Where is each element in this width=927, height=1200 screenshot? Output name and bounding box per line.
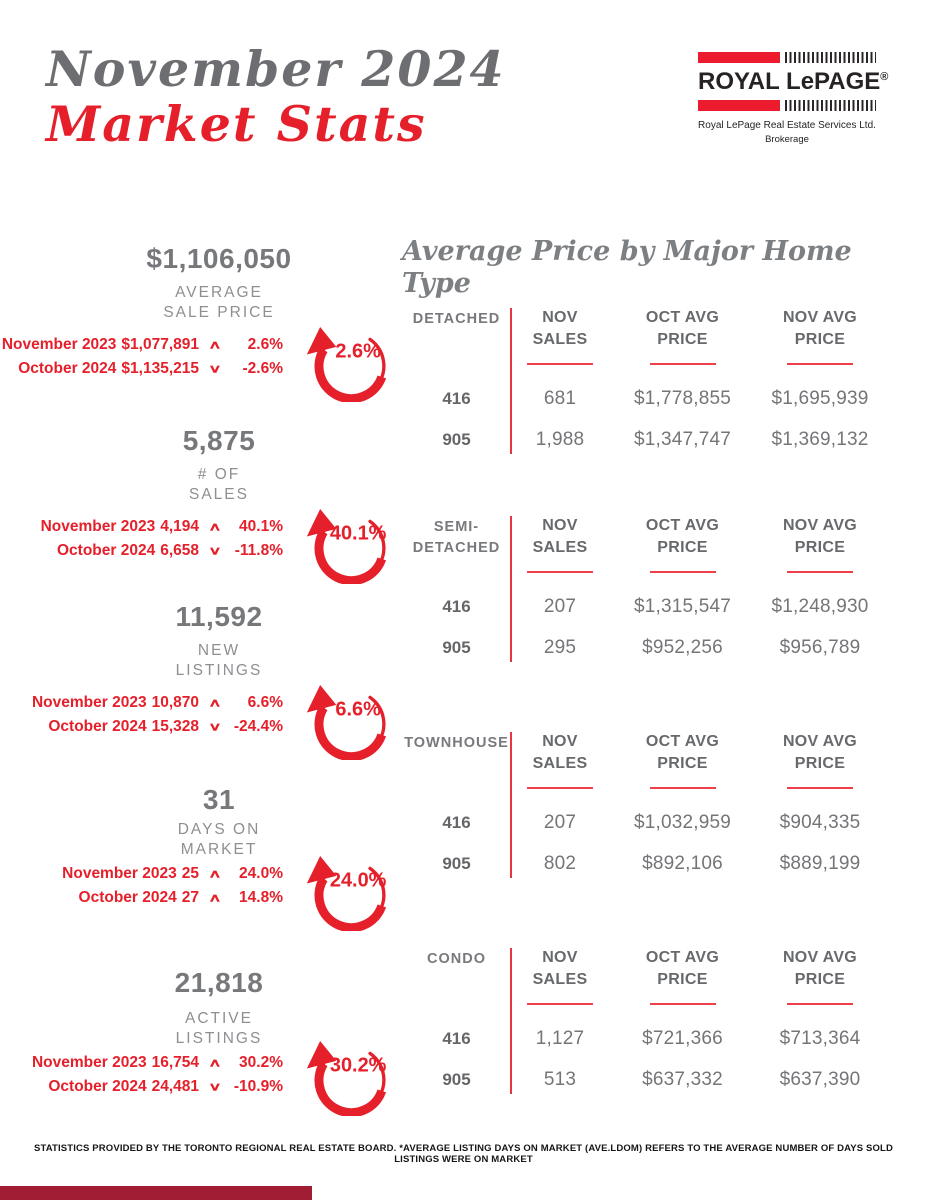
nov-sales-value: 681 <box>543 387 577 409</box>
nov-sales-value: 1,127 <box>535 1027 585 1049</box>
up-caret-icon: ∧ <box>208 890 222 905</box>
oct-avg-price-value: $1,347,747 <box>633 428 732 450</box>
stat-head <box>74 242 364 323</box>
oct-avg-price-value: $1,778,855 <box>633 387 732 409</box>
stat-value: $1,106,050 <box>146 243 292 274</box>
trend-arrow-badge <box>304 855 399 931</box>
stat-head <box>74 966 364 1049</box>
column-header-nov-avg-price: NOV AVG PRICE <box>755 304 885 378</box>
change-percent: 14.8% <box>239 889 283 906</box>
home-type-label: CONDO <box>427 951 486 967</box>
stat-label-line1: # OF <box>197 466 241 483</box>
nov-avg-price-value: $637,390 <box>779 1068 861 1090</box>
period-value: $1,077,891 <box>121 336 199 353</box>
area-code-label: 416 <box>442 812 471 832</box>
area-code-label: 905 <box>442 637 471 657</box>
curved-up-arrow-icon <box>304 684 399 760</box>
price-table-condo <box>403 944 895 1100</box>
stat-block-days-on-market <box>18 783 410 909</box>
period-label: November 2023 <box>1 336 117 353</box>
stat-head <box>74 424 364 505</box>
stat-value: 11,592 <box>175 601 263 632</box>
stat-label-line2: SALES <box>189 486 249 503</box>
logo-red-bar <box>698 100 780 111</box>
nov-avg-price-value: $1,248,930 <box>771 595 869 617</box>
down-caret-icon: ∨ <box>208 543 222 558</box>
header-underline <box>650 571 716 573</box>
logo-barcode-stripes <box>785 100 876 111</box>
logo-barcode-stripes <box>785 52 876 63</box>
nov-avg-price-value: $889,199 <box>779 852 861 874</box>
change-percent: 30.2% <box>239 1054 283 1071</box>
column-header-oct-avg-price: OCT AVG PRICE <box>610 512 755 586</box>
column-header-oct-avg-price: OCT AVG PRICE <box>610 304 755 378</box>
table-divider <box>510 308 512 454</box>
period-value: 16,754 <box>151 1054 199 1071</box>
stat-block-number-of-sales <box>18 424 410 562</box>
stat-value: 31 <box>202 784 236 815</box>
header-underline <box>650 787 716 789</box>
area-code-label: 905 <box>442 1069 471 1089</box>
table-divider <box>510 948 512 1094</box>
nov-sales-value: 1,988 <box>535 428 585 450</box>
logo-bottom-bar <box>698 100 876 111</box>
nov-avg-price-value: $904,335 <box>779 811 861 833</box>
stat-value: 5,875 <box>182 425 256 456</box>
oct-avg-price-value: $1,315,547 <box>633 595 732 617</box>
column-header-nov-avg-price: NOV AVG PRICE <box>755 944 885 1018</box>
logo-brokerage-label: Brokerage <box>765 134 809 145</box>
period-value: $1,135,215 <box>121 360 199 377</box>
stat-label-line1: DAYS ON <box>177 821 261 838</box>
period-value: 25 <box>181 865 199 882</box>
stat-block-new-listings <box>18 600 410 738</box>
comparison-rows <box>18 692 283 738</box>
badge-percent: 30.2% <box>329 1054 387 1077</box>
comparison-rows <box>18 1052 283 1098</box>
nov-sales-value: 207 <box>543 811 577 833</box>
period-label: November 2023 <box>62 865 177 882</box>
table-divider <box>510 732 512 878</box>
price-table-townhouse <box>403 728 895 884</box>
up-caret-icon: ∧ <box>208 519 222 534</box>
header-underline <box>787 787 853 789</box>
nov-sales-value: 802 <box>543 852 577 874</box>
area-code-label: 416 <box>442 388 471 408</box>
header-underline <box>527 1003 593 1005</box>
badge-percent: 6.6% <box>335 698 381 721</box>
trend-arrow-badge <box>304 326 399 402</box>
trend-arrow-badge <box>304 508 399 584</box>
area-code-label: 905 <box>442 853 471 873</box>
down-caret-icon: ∨ <box>208 719 222 734</box>
nov-sales-value: 295 <box>543 636 577 658</box>
price-table-detached <box>403 304 895 460</box>
nov-avg-price-value: $713,364 <box>779 1027 861 1049</box>
page-title <box>46 42 506 152</box>
oct-avg-price-value: $637,332 <box>642 1068 723 1090</box>
header-underline <box>527 571 593 573</box>
period-label: October 2024 <box>18 360 117 377</box>
period-value: 15,328 <box>151 718 199 735</box>
stat-label-line2: LISTINGS <box>175 1030 263 1047</box>
period-value: 6,658 <box>160 542 199 559</box>
home-type-label: SEMI-DETACHED <box>412 519 501 556</box>
area-code-label: 905 <box>442 429 471 449</box>
up-caret-icon: ∧ <box>208 1055 222 1070</box>
logo-brand-text: ROYAL LePAGE <box>698 68 881 95</box>
badge-percent: 40.1% <box>329 522 387 545</box>
stat-label-line1: AVERAGE <box>175 284 263 301</box>
change-percent: -10.9% <box>233 1078 283 1095</box>
trend-arrow-badge <box>304 684 399 760</box>
curved-up-arrow-icon <box>304 855 399 931</box>
badge-percent: 2.6% <box>335 340 381 363</box>
oct-avg-price-value: $952,256 <box>642 636 723 658</box>
column-header-oct-avg-price: OCT AVG PRICE <box>610 944 755 1018</box>
column-header-nov-avg-price: NOV AVG PRICE <box>755 728 885 802</box>
page-title-month: November 2024 <box>46 40 506 98</box>
oct-avg-price-value: $892,106 <box>642 852 723 874</box>
column-header-nov-sales: NOV SALES <box>510 944 610 1018</box>
column-header-nov-sales: NOV SALES <box>510 728 610 802</box>
stat-head <box>74 783 364 860</box>
trend-arrow-badge <box>304 1040 399 1116</box>
oct-avg-price-value: $1,032,959 <box>633 811 732 833</box>
curved-up-arrow-icon <box>304 1040 399 1116</box>
change-percent: 2.6% <box>247 336 283 353</box>
nov-sales-value: 513 <box>543 1068 577 1090</box>
period-label: October 2024 <box>56 542 156 559</box>
badge-percent: 24.0% <box>329 869 387 892</box>
period-label: November 2023 <box>31 694 147 711</box>
nov-sales-value: 207 <box>543 595 577 617</box>
change-percent: -11.8% <box>234 542 283 559</box>
nov-avg-price-value: $1,695,939 <box>771 387 869 409</box>
stat-block-average-sale-price <box>1 242 410 380</box>
period-label: October 2024 <box>48 1078 147 1095</box>
column-header-nov-avg-price: NOV AVG PRICE <box>755 512 885 586</box>
logo-top-bar <box>698 52 876 63</box>
registered-trademark-icon: ® <box>880 71 889 83</box>
stat-block-active-listings <box>18 966 410 1098</box>
stat-value: 21,818 <box>174 967 264 998</box>
period-label: October 2024 <box>78 889 177 906</box>
area-code-label: 416 <box>442 1028 471 1048</box>
down-caret-icon: ∨ <box>208 361 222 376</box>
header-underline <box>527 363 593 365</box>
header-underline <box>787 363 853 365</box>
change-percent: 6.6% <box>247 694 283 711</box>
change-percent: 24.0% <box>239 865 283 882</box>
stat-label-line2: SALE PRICE <box>163 304 275 321</box>
stat-label-line1: NEW <box>197 642 241 659</box>
column-header-oct-avg-price: OCT AVG PRICE <box>610 728 755 802</box>
oct-avg-price-value: $721,366 <box>642 1027 723 1049</box>
period-value: 4,194 <box>160 518 199 535</box>
up-caret-icon: ∧ <box>208 866 222 881</box>
period-label: November 2023 <box>31 1054 147 1071</box>
logo-brand-name <box>698 68 889 96</box>
period-value: 24,481 <box>151 1078 199 1095</box>
header-underline <box>787 571 853 573</box>
comparison-rows <box>18 516 283 562</box>
page-title-market-stats: Market Stats <box>46 94 427 153</box>
royal-lepage-logo <box>698 52 889 145</box>
stat-label <box>74 283 364 323</box>
comparison-rows <box>18 863 283 909</box>
footer-disclaimer: STATISTICS PROVIDED BY THE TORONTO REGIONAL REAL ESTATE BOARD. *AVERAGE LISTING DAYS ON MARKET (AVE.LDOM) REFERS TO THE AVERAGE NUMBER OF DAYS SOLD LISTINGS WERE ON MARKET <box>34 1143 893 1165</box>
curved-up-arrow-icon <box>304 326 399 402</box>
column-header-nov-sales: NOV SALES <box>510 304 610 378</box>
area-code-label: 416 <box>442 596 471 616</box>
down-caret-icon: ∨ <box>208 1079 222 1094</box>
home-type-label: DETACHED <box>412 311 501 327</box>
home-type-label: TOWNHOUSE <box>404 735 509 751</box>
stat-label-line1: ACTIVE <box>185 1010 253 1027</box>
column-header-nov-sales: NOV SALES <box>510 512 610 586</box>
comparison-rows <box>1 334 283 380</box>
stat-label <box>74 465 364 505</box>
stat-label <box>74 641 364 681</box>
price-table-semi-detached <box>403 512 895 668</box>
section-title: Average Price by Major Home Type <box>402 236 852 299</box>
change-percent: -24.4% <box>233 718 283 735</box>
period-value: 27 <box>181 889 199 906</box>
nov-avg-price-value: $1,369,132 <box>771 428 869 450</box>
period-label: October 2024 <box>48 718 147 735</box>
change-percent: 40.1% <box>239 518 283 535</box>
table-divider <box>510 516 512 662</box>
period-label: November 2023 <box>40 518 156 535</box>
logo-company-name: Royal LePage Real Estate Services Ltd. <box>698 120 876 131</box>
stat-label-line2: LISTINGS <box>175 662 263 679</box>
logo-red-bar <box>698 52 780 63</box>
up-caret-icon: ∧ <box>208 337 222 352</box>
bottom-accent-bar <box>0 1186 312 1200</box>
up-caret-icon: ∧ <box>208 695 222 710</box>
period-value: 10,870 <box>151 694 199 711</box>
header-underline <box>650 1003 716 1005</box>
change-percent: -2.6% <box>242 360 283 377</box>
curved-up-arrow-icon <box>304 508 399 584</box>
header-underline <box>650 363 716 365</box>
stat-label <box>74 820 364 860</box>
header-underline <box>527 787 593 789</box>
stat-head <box>74 600 364 681</box>
header-underline <box>787 1003 853 1005</box>
nov-avg-price-value: $956,789 <box>779 636 861 658</box>
stat-label-line2: MARKET <box>180 841 258 858</box>
